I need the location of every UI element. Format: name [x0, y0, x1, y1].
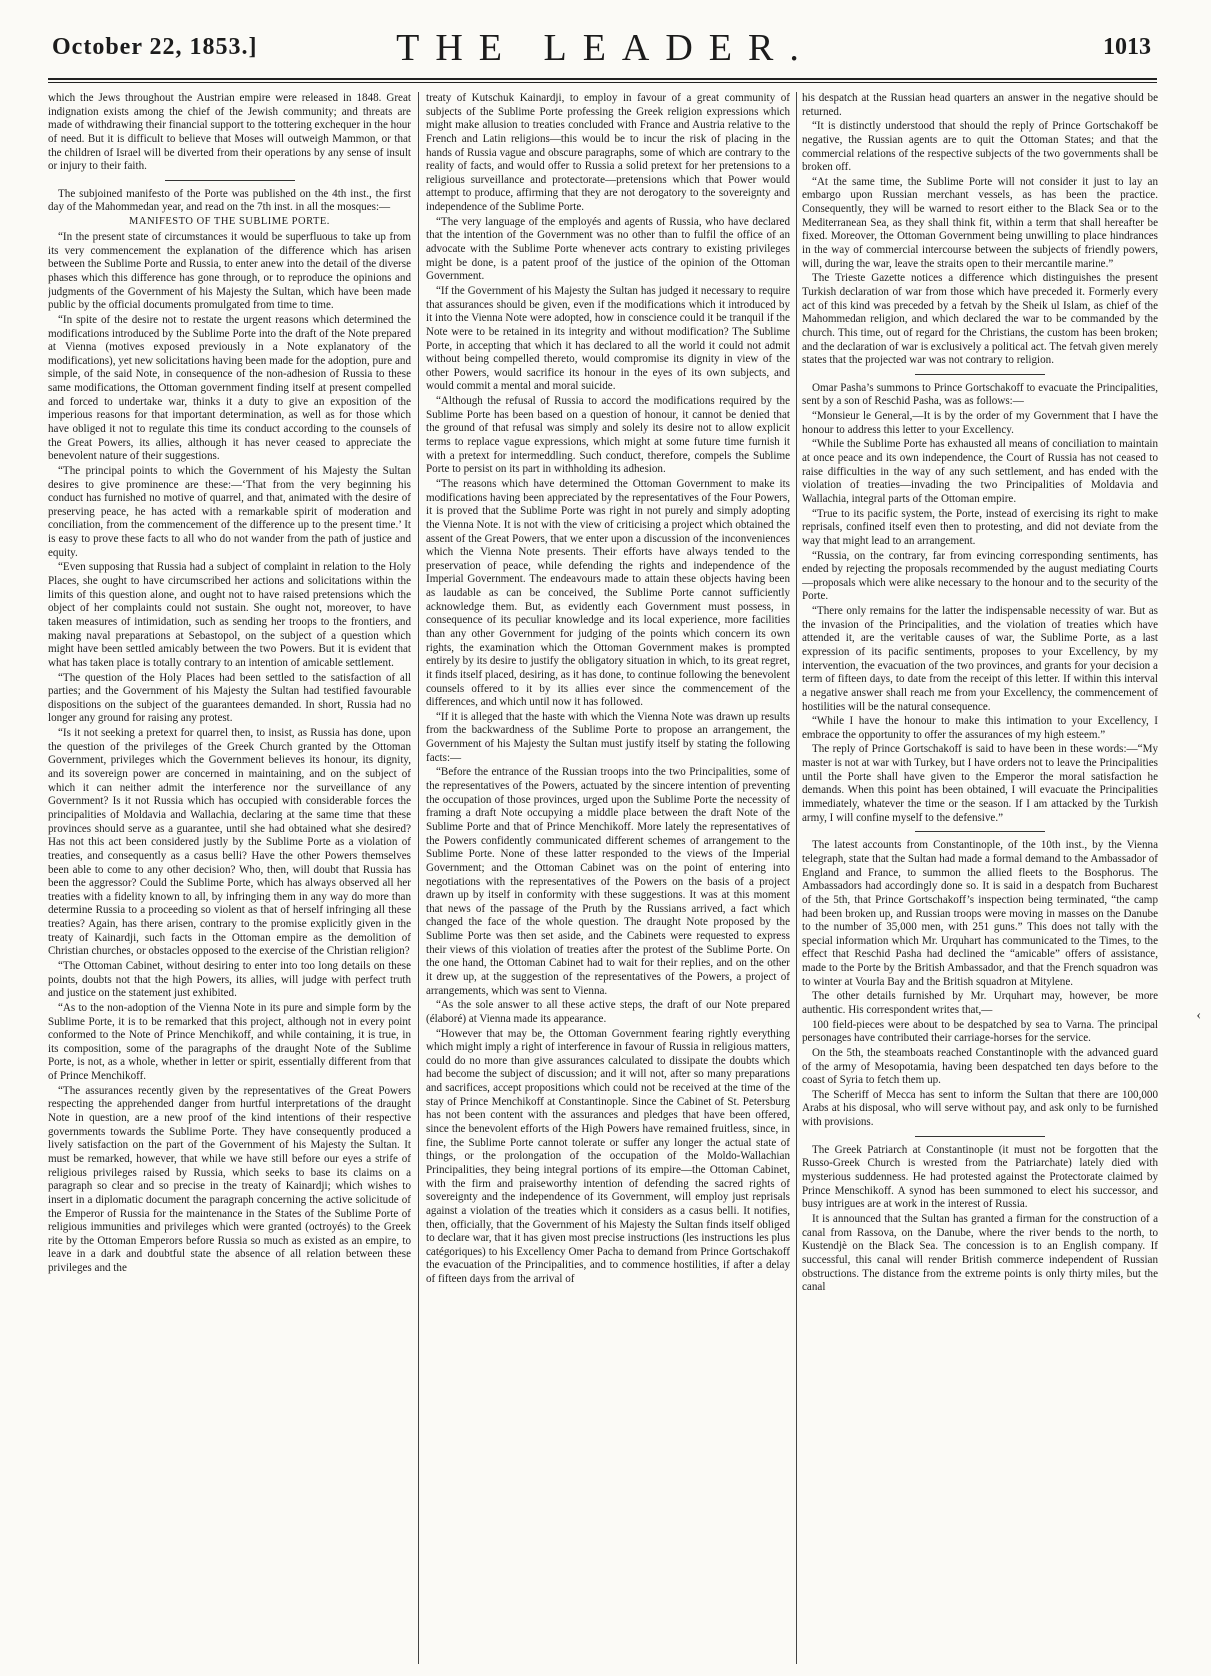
paragraph: “True to its pacific system, the Porte, instead of exercising its right to make reprisals, confined itself even then to protesting, and did not deviate from the way that might lead to an arrangement.: [802, 507, 1158, 547]
paragraph: “While the Sublime Porte has exhausted all means of conciliation to maintain at once peace and its own independence, the Court of Russia has not ceased to raise difficulties in the way of any such settlement, and has ended with the violation of treaties—invading the two Principalities of Moldavia and Wallachia, integral parts of the Ottoman empire.: [802, 438, 1158, 505]
masthead: [0, 0, 1211, 84]
paragraph: “Monsieur le General,—It is by the order of my Government that I have the honour to address this letter to your Excellency.: [802, 410, 1158, 436]
paragraph: The reply of Prince Gortschakoff is said to have been in these words:—“My master is not at war with Turkey, but I have orders not to leave the Principalities until the Porte shall have given to the Emperor the moral satisfaction he demands. When this point has been obtained, I will evacuate the Principalities immediately, whatever the time or the season. If I am attacked by the Turkish army, I will confine myself to the defensive.”: [802, 743, 1158, 824]
column-rule: [418, 92, 419, 1664]
paragraph: “Russia, on the contrary, far from evincing corresponding sentiments, has ended by rejecting the proposals recommended by the august mediating Courts—proposals which were alike necessary to the honour and to the security of the Porte.: [802, 549, 1158, 603]
masthead-rule: [48, 78, 1157, 80]
paragraph: “Even supposing that Russia had a subject of complaint in relation to the Holy Places, she ought to have circumscribed her actions and solicitations within the limits of this question alone, and ought not to have raised pretensions which the object of her complaints could not sustain. She ought not, moreover, to have taken measures of intimidation, such as sending her troops to the frontiers, and making naval preparations at Sebastopol, on the subject of a question which might have been settled amicably between the two Powers. But it is evident that what has taken place is totally contrary to an intention of amicable settlement.: [48, 561, 411, 669]
paragraph: The other details furnished by Mr. Urquhart may, however, be more authentic. His correspondent writes that,—: [802, 990, 1158, 1016]
paragraph: “The very language of the employés and agents of Russia, who have declared that the intention of the Government was no other than to fulfil the office of an advocate with the Sublime Porte whenever acts contrary to existing privileges might be done, is a patent proof of the justice of the opinion of the Ottoman Government.: [426, 215, 790, 283]
paragraph: “As the sole answer to all these active steps, the draft of our Note prepared (élaboré) at Vienna made its appearance.: [426, 999, 790, 1025]
paragraph: which the Jews throughout the Austrian empire were released in 1848. Great indignation exists among the chief of the Jewish community; and threats are made of withdrawing their financial support to the tottering exchequer in the hour of need. But it is difficult to believe that Moses will outweigh Mammon, or that the children of Israel will be diverted from their operations by any sense of insult or injury to their faith.: [48, 92, 411, 173]
paragraph: “However that may be, the Ottoman Government fearing rightly everything which might imply a right of interference in favour of Russia in religious matters, could do no more than give assurances calculated to dissipate the doubts which had become the subject of discussion; and it will not, after so many preparations and sacrifices, accept propositions which could not be received at the time of the stay of Prince Menchikoff at Constantinople. Since the Cabinet of St. Petersburg has not been content with the assurances and pledges that have been offered, since the benevolent efforts of the High Powers have remained fruitless, since, in fine, the Sublime Porte cannot tolerate or suffer any longer the actual state of things, or the prolongation of the occupation of the Moldo-Wallachian Principalities, they being integral portions of its empire—the Ottoman Cabinet, with the firm and praiseworthy intention of defending the sacred rights of sovereignty and the independence of its Government, will employ just reprisals against a violation of the treaties which it considers as a casus belli. It notifies, then, officially, that the Government of his Majesty the Sultan finds itself obliged to declare war, that it has given most precise instructions (les instructions les plus catégoriques) to his Excellency Omer Pacha to demand from Prince Gortschakoff the evacuation of the Principalities, and to commence hostilities, if after a delay of fifteen days from the arrival of: [426, 1027, 790, 1286]
section-separator: [915, 831, 1045, 832]
paragraph: “In the present state of circumstances it would be superfluous to take up from its very commencement the explanation of the difference which has arisen between the Sublime Porte and Russia, to enter anew into the detail of the diverse phases which this difference has gone through, or to reproduce the opinions and judgments of the Government of his Majesty the Sultan, which have been made public by the official documents promulgated from time to time.: [48, 231, 411, 312]
column-3: [802, 92, 1158, 1668]
paragraph: “There only remains for the latter the indispensable necessity of war. But as the invasion of the Principalities, and the violation of treaties which have attended it, are the veritable causes of war, the Sublime Porte, as a last expression of its pacific sentiments, proposes to your Excellency, by my intervention, the evacuation of the two provinces, and grants for your decision a term of fifteen days, to date from the receipt of this letter. If within this interval a negative answer shall reach me from your Excellency, the commencement of hostilities will be the natural consequence.: [802, 605, 1158, 713]
paragraph: “If the Government of his Majesty the Sultan has judged it necessary to require that assurances should be given, even if the modifications which it introduced by it into the Vienna Note were adopted, how in conscience could it be tranquil if the Note were to be retained in its integrity and without modification? The Sublime Porte, in accepting that which it has declared to all the world it could not admit without being compelled thereto, would compromise its dignity in view of the other Powers, would sacrifice its honour in the eyes of its own subjects, and would commit a mental and moral suicide.: [426, 284, 790, 393]
masthead-rule-thin: [48, 82, 1157, 83]
paragraph: “The principal points to which the Government of his Majesty the Sultan desires to give prominence are these:—‘That from the very beginning his conduct has furnished no motive of quarrel, and that, animated with the desire of preserving peace, he has acted with a remarkable spirit of moderation and conciliation, from the commencement of the difference up to the present time.’ It is easy to prove these facts to all who do not wander from the path of justice and equity.: [48, 464, 411, 559]
paragraph: The Trieste Gazette notices a difference which distinguishes the present Turkish declaration of war from those which have preceded it. Formerly every act of this kind was preceded by a fetvah by the Sheik ul Islam, as chief of the Mahommedan religion, and which declared the war to be commanded by the church. This time, out of regard for the Christians, the custom has been broken; and the declaration of war is exclusively a political act. The fetvah given merely states that the projected war was not contrary to religion.: [802, 272, 1158, 367]
section-separator: [915, 374, 1045, 375]
paragraph: “In spite of the desire not to restate the urgent reasons which determined the modifications introduced by the Sublime Porte into the draft of the Note prepared at Vienna (motives exposed previously in a Note explanatory of the modifications), yet new solicitations having been made for the adoption, pure and simple, of the said Note, in consequence of the non-adhesion of Russia to these same modifications, the Ottoman government finding itself at present compelled and forced to undertake war, thinks it a duty to give an exposition of the imperious reasons for that important determination, as well as for those which have obliged it not to regulate this time its conduct according to the counsels of the Great Powers, its allies, although it has never ceased to appreciate the benevolent nature of their suggestions.: [48, 313, 411, 463]
paragraph: “The Ottoman Cabinet, without desiring to enter into too long details on these points, doubts not that the high Powers, its allies, will judge with perfect truth and justice on the statement just exhibited.: [48, 959, 411, 1000]
paragraph: his despatch at the Russian head quarters an answer in the negative should be returned.: [802, 92, 1158, 118]
column-rule: [796, 92, 797, 1664]
paragraph: “It is distinctly understood that should the reply of Prince Gortschakoff be negative, the Russian agents are to quit the Ottoman States; and that the commercial relations of the respective subjects of the two governments shall be broken off.: [802, 120, 1158, 174]
paragraph: The Greek Patriarch at Constantinople (it must not be forgotten that the Russo-Greek Church is wrested from the Patriarchate) lately died with mysterious suddenness. He had protested against the Protectorate claimed by Prince Menschikoff. A synod has been summoned to elect his successor, and busy intrigues are at work in the interest of Russia.: [802, 1143, 1158, 1211]
paragraph: treaty of Kutschuk Kainardji, to employ in favour of a great community of subjects of the Sublime Porte professing the Greek religion expressions which might make allusion to treaties concluded with France and Austria relative to the French and Latin religions—this would be to incur the risk of placing in the hands of Russia vague and obscure paragraphs, some of which are contrary to the reality of facts, and would offer to Russia a solid pretext for her pretensions to a religious surveillance and protectorate—pretensions which that Power would attempt to produce, affirming that they are not derogatory to the sovereignty and independence of the Sublime Porte.: [426, 92, 790, 214]
issue-date: October 22, 1853.]: [52, 34, 258, 60]
paragraph: “The question of the Holy Places had been settled to the satisfaction of all parties; and the Government of his Majesty the Sultan had testified favourable dispositions on the subject of the guarantees demanded. In short, Russia had no longer any ground for raising any protest.: [48, 671, 411, 725]
paragraph: On the 5th, the steamboats reached Constantinople with the advanced guard of the army of Mesopotamia, having been despatched ten days before to the coast of Syria to fetch them up.: [802, 1046, 1158, 1087]
paragraph: “The reasons which have determined the Ottoman Government to make its modifications having been appreciated by the representatives of the Four Powers, it is proved that the Sublime Porte was right in not purely and simply adopting the Vienna Note. It is not with the view of criticising a project which obtained the assent of the Great Powers, that we enter upon a discussion of the inconveniences which the Vienna Note presents. Their efforts have always tended to the preservation of peace, while defending the rights and independence of the Imperial Government. The endeavours made to attain these objects having been as laudable as can be conceived, the Sublime Porte cannot sufficiently acknowledge them. But, as evidently each Government must possess, in consequence of its peculiar knowledge and its local experience, more facilities than any other Government for judging of the points which concern its own rights, the examination which the Ottoman Government makes is prompted entirely by its desire to justify the obligatory situation in which, to its great regret, it finds itself placed, desiring, as it has done, to continue following the benevolent counsels offered to it by its allies ever since the commencement of the differences, and which until now it has followed.: [426, 477, 790, 709]
column-1: [48, 92, 411, 1668]
paragraph: It is announced that the Sultan has granted a firman for the construction of a canal from Rassova, on the Danube, where the river bends to the north, to Kustendjè on the Black Sea. The concession is to an English company. If successful, this canal will render British commerce independent of Russian obstructions. The distance from the extreme points is only thirty miles, but the canal: [802, 1212, 1158, 1294]
paragraph: “Is it not seeking a pretext for quarrel then, to insist, as Russia has done, upon the question of the privileges of the Greek Church granted by the Ottoman Government, privileges which the Government believes its honour, its dignity, and its sovereign power are concerned in maintaining, and on the subject of which it can neither admit the interference nor the surveillance of any Government? Is it not Russia which has occupied with considerable forces the principalities of Moldavia and Wallachia, declaring at the same time that these provinces should serve as a guarantee, until she had obtained what she desired? Has not this act been considered justly by the Sublime Porte as a violation of treaties, and consequently as a casus belli? Have the other Powers themselves been able to come to any other decision? Who, then, will doubt that Russia has been the aggressor? Could the Sublime Porte, which has always observed all her treaties with a fidelity known to all, by infringing them in any way do more than determine Russia to a proceeding so violent as that of herself infringing all these treaties? Again, has there arisen, contrary to the promise explicitly given in the treaty of Kainardji, such facts in the Ottoman empire as the demolition of Christian churches, or obstacles opposed to the exercise of the Christian religion?: [48, 727, 411, 958]
column-2: [426, 92, 790, 1668]
page-number: 1013: [1103, 34, 1151, 60]
paragraph: The Scheriff of Mecca has sent to inform the Sultan that there are 100,000 Arabs at his disposal, who will serve without pay, and ask only to be furnished with provisions.: [802, 1088, 1158, 1129]
margin-mark: ‹: [1196, 1008, 1201, 1023]
paragraph: 100 field-pieces were about to be despatched by sea to Varna. The principal personages have contributed their carriage-horses for the service.: [802, 1018, 1158, 1045]
paragraph: The subjoined manifesto of the Porte was published on the 4th inst., the first day of the Mahommedan year, and read on the 7th inst. in all the mosques:—: [48, 187, 411, 214]
section-separator: [165, 180, 295, 181]
paragraph: The latest accounts from Constantinople, of the 10th inst., by the Vienna telegraph, state that the Sultan had made a formal demand to the Ambassador of England and France, to summon the allied fleets to the Bosphorus. The Ambassadors had accordingly done so. It is said in a despatch from Bucharest of the 5th, that Prince Gortschakoff’s inspection being terminated, “the camp had been broken up, and Russian troops were moving in masses on the Danube to the number of 35,000 men, with 251 guns.” This does not tally with the special information which Mr. Urquhart has communicated to the Times, to the effect that Reschid Pasha had declined the “amicable” offers of assistance, made to the Porte by the British Ambassador, and that the French squadron was to winter at Vourla Bay and the British squadron at Mitylene.: [802, 839, 1158, 988]
paragraph: “As to the non-adoption of the Vienna Note in its pure and simple form by the Sublime Porte, it is to be remarked that this project, although not in every point conformed to the Note of Prince Menchikoff, and while containing, it is true, in its composition, some of the paragraphs of the draught Note of the Sublime Porte, is not, as a whole, whether in letter or spirit, essentially different from that of Prince Menchikoff.: [48, 1001, 411, 1083]
section-heading: MANIFESTO OF THE SUBLIME PORTE.: [129, 216, 330, 228]
paragraph: “If it is alleged that the haste with which the Vienna Note was drawn up results from the backwardness of the Sublime Porte to propose an arrangement, the Government of his Majesty the Sultan must justify itself by stating the following facts:—: [426, 710, 790, 764]
paragraph: “Before the entrance of the Russian troops into the two Principalities, some of the representatives of the Powers, actuated by the sincere intention of preventing the occupation of those provinces, urged upon the Sublime Porte the necessity of framing a draft Note occupying a middle place between the draft Note of the Sublime Porte and that of Prince Menchikoff. More lately the representatives of the Powers confidently communicated different schemes of arrangement to the Sublime Porte. None of these latter responded to the views of the Imperial Government; and the Ottoman Cabinet was on the point of entering into negotiations with the representatives of the Powers on the basis of a project drawn up by itself in conformity with these suggestions. It was at this moment that news of the passage of the Pruth by the Russians arrived, a fact which changed the face of the whole question. The draught Note proposed by the Sublime Porte was then set aside, and the Cabinets were requested to express their views of this violation of treaties after the protest of the Sublime Porte. On the one hand, the Ottoman Cabinet had to wait for their replies, and on the other it drew up, at the suggestion of the representatives of the Powers, a project of arrangements, which was sent to Vienna.: [426, 766, 790, 997]
paragraph: “The assurances recently given by the representatives of the Great Powers respecting the apprehended danger from hurtful interpretations of the draught Note in question, are a new proof of the kind intentions of their respective governments towards the Sublime Porte. They have consequently produced a lively satisfaction on the part of the Government of his Majesty the Sultan. It must be remarked, however, that while we have still before our eyes a strife of religious privileges raised by Russia, which seeks to base its claims on a paragraph so clear and so precise in the treaty of Kainardji; which wishes to insert in a diplomatic document the paragraph concerning the active solicitude of the Emperor of Russia for the maintenance in the States of the Sublime Porte of religious immunities and privileges which were granted (octroyés) to the Greek rite by the Ottoman Emperors before Russia so much as existed as an empire, to leave in a dark and doubtful state the absence of all relation between these privileges and the: [48, 1084, 411, 1275]
paragraph: “At the same time, the Sublime Porte will not consider it just to lay an embargo upon Russian merchant vessels, as has been the practice. Consequently, they will be warned to resort either to the Black Sea or to the Mediterranean Sea, as they shall think fit, within a term that shall hereafter be fixed. Moreover, the Ottoman Government being unwilling to place hindrances in the way of commercial intercourse between the subjects of friendly powers, will, during the war, leave the straits open to their mercantile marine.”: [802, 175, 1158, 270]
newspaper-title: THE LEADER.: [396, 27, 815, 69]
paragraph: “Although the refusal of Russia to accord the modifications required by the Sublime Porte has been based on a question of honour, it cannot be denied that the ground of that refusal was simply and solely its desire not to allow explicit terms to replace vague expressions, which might at some future time furnish it with a pretext for intermeddling. Such conduct, therefore, compels the Sublime Porte to persist on its part in withholding its adhesion.: [426, 395, 790, 476]
paragraph: Omar Pasha’s summons to Prince Gortschakoff to evacuate the Principalities, sent by a son of Reschid Pasha, was as follows:—: [802, 381, 1158, 408]
paragraph: “While I have the honour to make this intimation to your Excellency, I embrace the opportunity to offer the assurances of my high esteem.”: [802, 715, 1158, 741]
section-separator: [915, 1136, 1045, 1137]
